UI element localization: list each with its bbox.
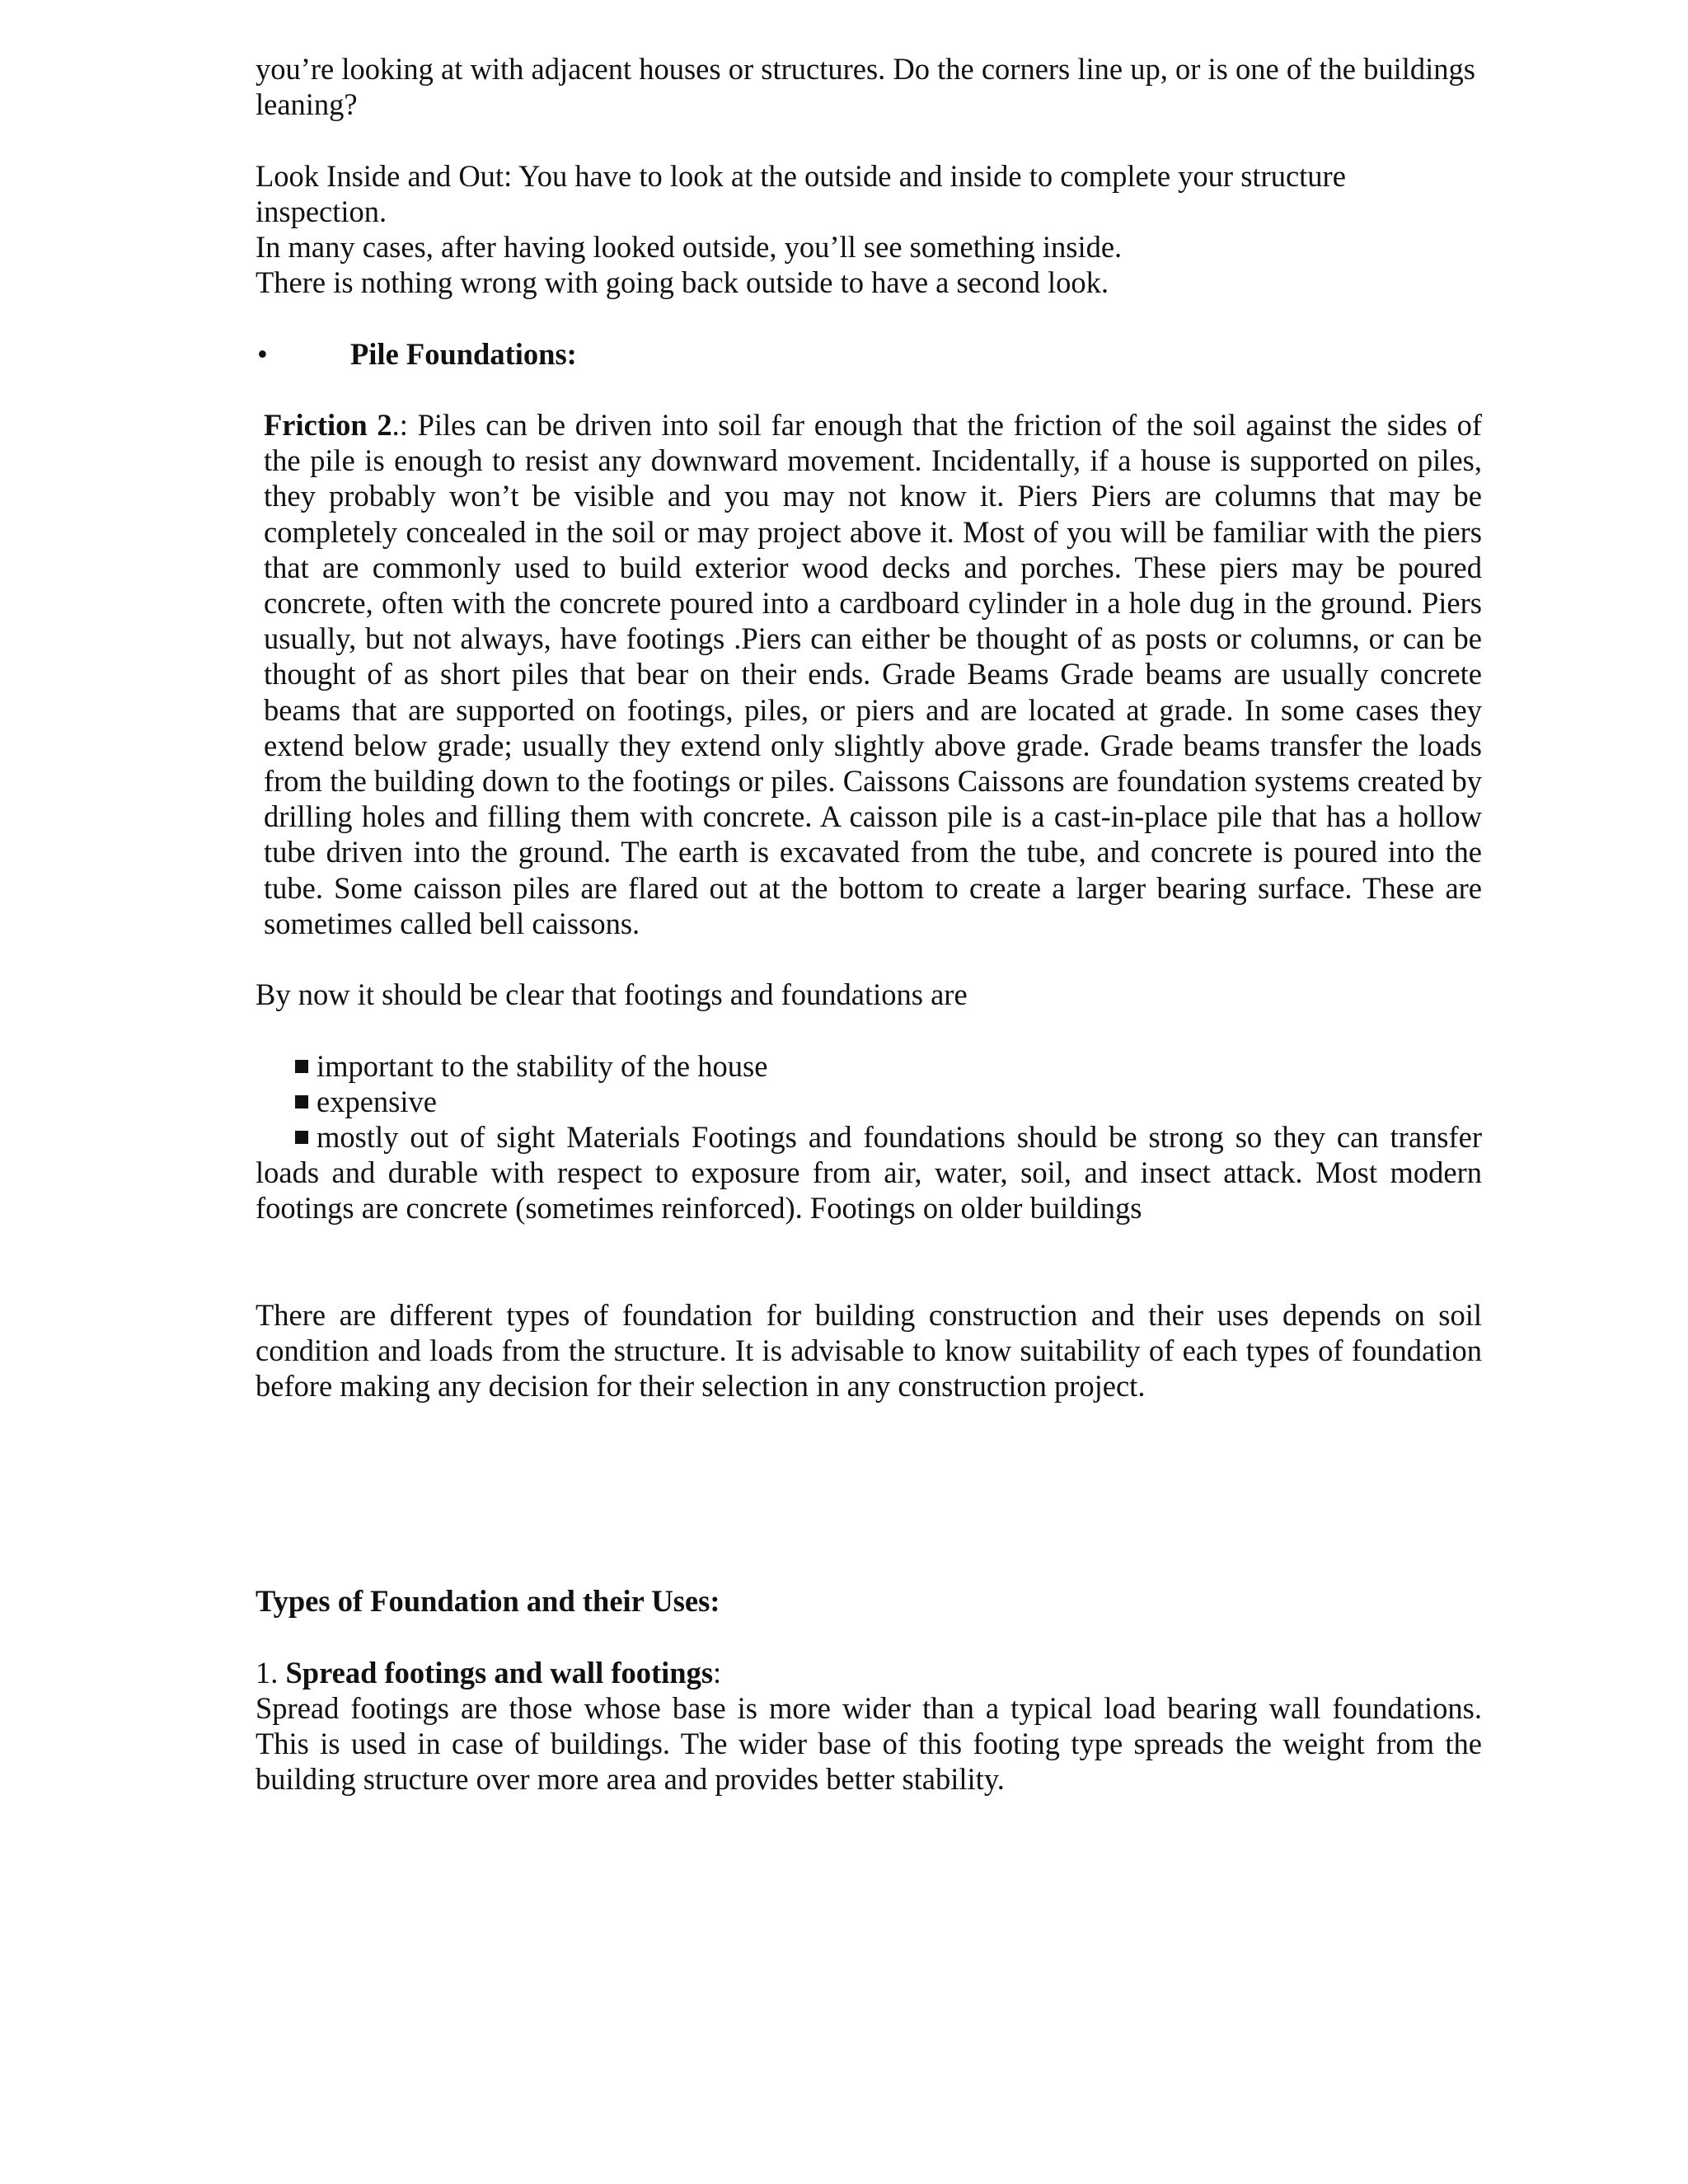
types-heading: Types of Foundation and their Uses:	[256, 1584, 720, 1619]
spread-colon: :	[713, 1655, 722, 1690]
list-item	[256, 1084, 1482, 1119]
list-item-text: expensive	[316, 1084, 437, 1118]
bullet-icon: •	[257, 336, 268, 371]
look-inside-line-1: Look Inside and Out: You have to look at the outside and inside to complete your structure inspection.	[256, 158, 1346, 228]
list-item-text: mostly out of sight Materials Footings and foundations should be strong so they can transfer loads and durable with respect to exposure from air, water, soil, and insect attack. Most modern footings are concrete (sometimes reinforced). Footings on older buildings	[256, 1120, 1482, 1226]
spacer	[256, 122, 1482, 157]
square-bullet-icon	[295, 1131, 308, 1144]
by-now-paragraph: By now it should be clear that footings and foundations are	[256, 977, 968, 1012]
pile-foundations-heading: Pile Foundations:	[350, 336, 577, 371]
spacer	[256, 1226, 1482, 1297]
square-bullet-icon	[295, 1060, 308, 1073]
spacer	[256, 300, 1482, 335]
spread-title: Spread footings and wall footings	[285, 1655, 714, 1690]
spread-footings-heading	[256, 1655, 1482, 1690]
types-intro-paragraph: There are different types of foundation for building construction and their uses depends on soil condition and loads from the structure. It is advisable to know suitability of each types of foundation before making any decision for their selection in any construction project.	[256, 1297, 1482, 1404]
pile-foundations-heading-row	[256, 336, 1482, 372]
list-item-text: important to the stability of the house	[316, 1048, 768, 1083]
spacer	[256, 1404, 1482, 1583]
friction-paragraph	[256, 407, 1482, 941]
friction-label: Friction 2	[264, 407, 392, 442]
look-inside-line-2: In many cases, after having looked outside, you’ll see something inside.	[256, 230, 1123, 264]
spread-footings-paragraph: Spread footings are those whose base is more wider than a typical load bearing wall foundations. This is used in case of buildings. The wider base of this footing type spreads the weight from the building structure over more area and provides better stability.	[256, 1690, 1482, 1797]
document-page	[256, 51, 1482, 1797]
look-inside-line-3: There is nothing wrong with going back outside to have a second look.	[256, 265, 1109, 300]
intro-paragraph: you’re looking at with adjacent houses or structures. Do the corners line up, or is one of the buildings leaning?	[256, 52, 1475, 122]
spacer	[256, 1619, 1482, 1654]
friction-text: .: Piles can be driven into soil far enough that the friction of the soil against the sides of the pile is enough to resist any downward movement. Incidentally, if a house is supported on piles, they probably won’t be visible and you may not know it. Piers Piers are columns that may be completely concealed in the soil or may project above it. Most of you will be familiar with the piers that are commonly used to build exterior wood decks and porches. These piers may be poured concrete, often with the concrete poured into a cardboard cylinder in a hole dug in the ground. Piers usually, but not always, have footings .Piers can either be thought of as posts or columns, or can be thought of as short piles that bear on their ends. Grade Beams Grade beams are usually concrete beams that are supported on footings, piles, or piers and are located at grade. In some cases they extend below grade; usually they extend only slightly above grade. Grade beams transfer the loads from the building down to the footings or piles. Caissons Caissons are foundation systems created by drilling holes and filling them with concrete. A caisson pile is a cast-in-place pile that has a hollow tube driven into the ground. The earth is excavated from the tube, and concrete is poured into the tube. Some caisson piles are flared out at the bottom to create a larger bearing surface. These are sometimes called bell caissons.	[264, 407, 1482, 940]
square-bullet-icon	[295, 1095, 308, 1108]
spacer	[256, 372, 1482, 407]
list-item-last	[256, 1119, 1482, 1226]
spacer	[256, 1012, 1482, 1047]
list-item	[256, 1048, 1482, 1084]
spread-number: 1.	[256, 1655, 286, 1690]
spacer	[256, 941, 1482, 977]
